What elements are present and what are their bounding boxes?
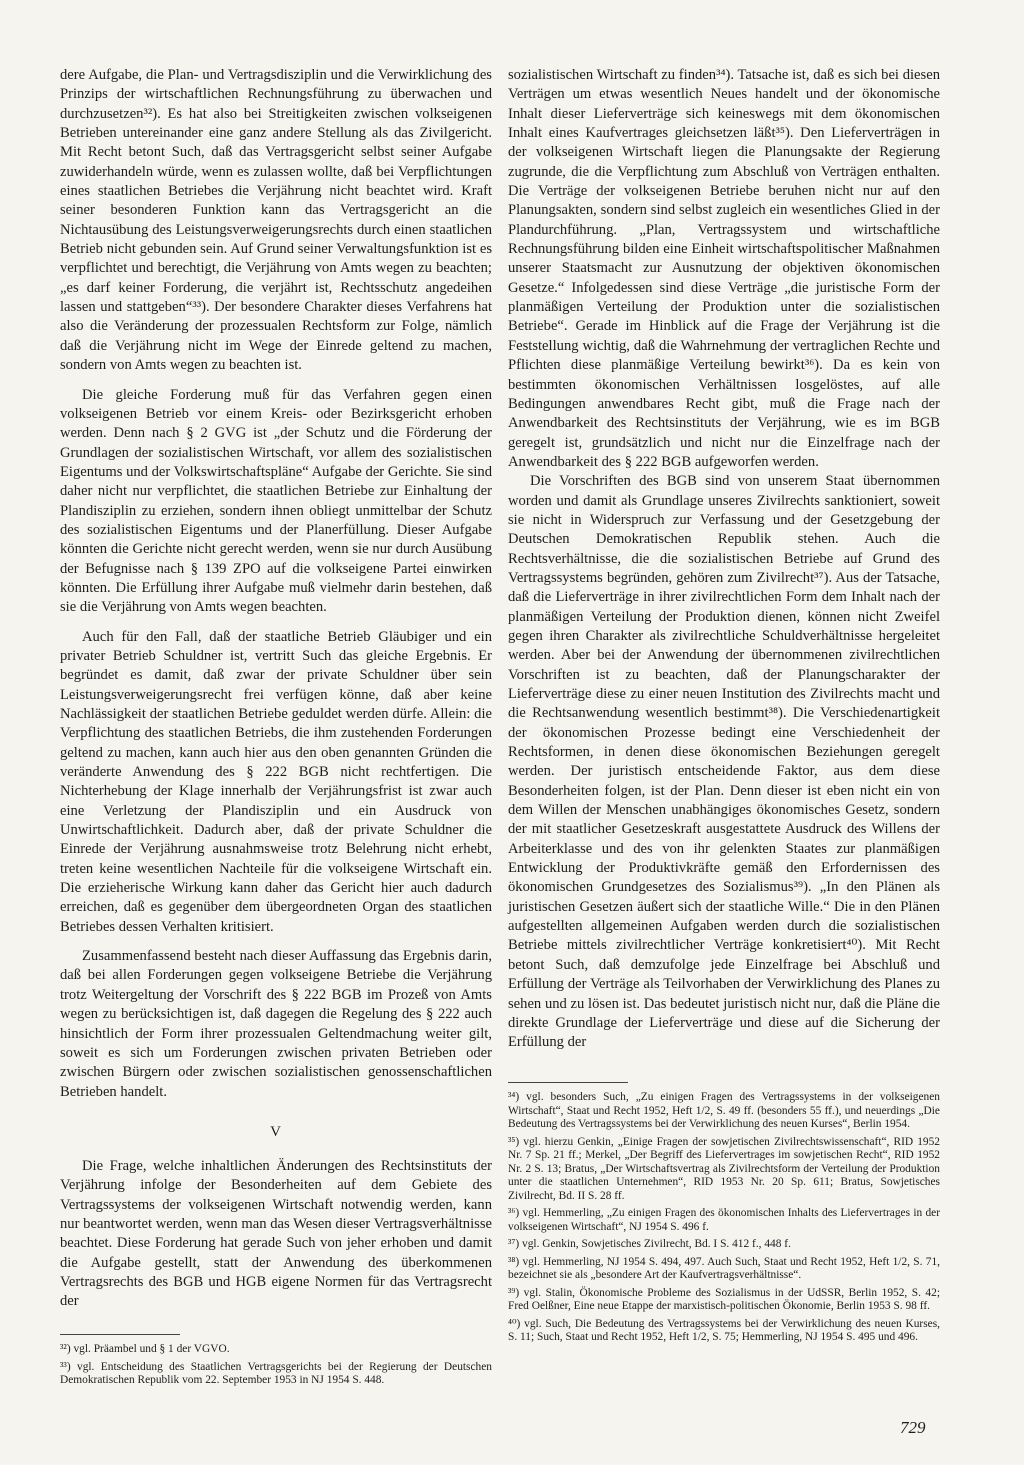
footnote: ³⁵) vgl. hierzu Genkin, „Einige Fragen der sowjetischen Zivilrechtswissenschaft“, RID 1952 Nr. 7 Sp. 21 ff.; Merkel, „Der Begriff des Liefervertrages im sowjetischen Recht“, RID 1952 Nr. 2 S. 13; Bratus, „Der Wirtschaftsvertrag als Zivilrechtsform der Verteilung der Produktion unter die staatlichen Unternehmen“, RID 1953 Nr. 20 Sp. 611; Bratus, Sowjetisches Zivilrecht, Bd. II S. 28 ff. <box>508 1135 940 1202</box>
body-paragraph: dere Aufgabe, die Plan- und Vertragsdisziplin und die Verwirklichung des Prinzips der wirtschaftlichen Rechnungsführung zu überwachen und durchzusetzen³²). Es hat also bei Streitigkeiten zwischen volkseigenen Betrieben untereinander eine ganz andere Stellung als das Zivilgericht. Mit Recht betont Such, daß das Vertragsgericht selbst seiner Aufgabe zuwiderhandeln würde, wenn es zulassen wollte, daß bei Verpflichtungen eines staatlichen Betriebes die Verjährung nicht beachtet wird. Kraft seiner besonderen Funktion kann das Vertragsgericht an die Nichtausübung des Leistungsverweigerungsrechts durch einen staatlichen Betrieb nicht gebunden sein. Auf Grund seiner Verwaltungsfunktion ist es verpflichtet und berechtigt, die Verjährung von Amts wegen zu beachten; „es darf keiner Forderung, die verjährt ist, Rechtsschutz angedeihen lassen und stattgeben“³³). Der besondere Charakter dieses Verfahrens hat also die Veränderung der prozessualen Rechtsform zur Folge, nämlich daß die Verjährung nicht im Wege der Einrede geltend zu machen, sondern von Amts wegen zu beachten ist. <box>60 67 492 374</box>
body-paragraph: Die gleiche Forderung muß für das Verfahren gegen einen volkseigenen Betrieb vor einem Kreis- oder Bezirksgericht erhoben werden. Denn nach § 2 GVG ist „der Schutz und die Förderung der Grundlagen der sozialistischen Wirtschaft, vor allem des sozialistischen Eigentums und der Volkswirtschaftspläne“ Aufgabe der Gerichte. Sie sind daher nicht nur verpflichtet, die staatlichen Betriebe zur Einhaltung der Plandisziplin zu erziehen, sondern ihnen obliegt unmittelbar der Schutz des sozialistischen Eigentums und der Planerfüllung. Dieser Aufgabe könnten die Gerichte nicht gerecht werden, wenn sie nur durch Ausübung der Befugnisse nach § 139 ZPO auf die volkseigene Partei einwirken könnten. Die Erfüllung ihrer Aufgabe muß vielmehr darin bestehen, daß sie die Verjährung von Amts wegen beachten. <box>60 386 492 616</box>
left-column <box>60 66 492 1312</box>
body-paragraph: Zusammenfassend besteht nach dieser Auffassung das Ergebnis darin, daß bei allen Forderungen gegen volkseigene Betriebe die Verjährung trotz Weitergeltung der Vorschrift des § 222 BGB im Prozeß von Amts wegen zu berücksichtigen ist, daß dagegen die Regelung des § 222 auch hinsichtlich der Form ihrer prozessualen Geltendmachung weiter gilt, soweit es sich um Forderungen zwischen privaten Betrieben oder zwischen Bürgern oder zwischen sozialistischen genossenschaftlichen Betrieben handelt. <box>60 948 492 1100</box>
section-heading: V <box>270 1123 282 1140</box>
footnote: ³⁸) vgl. Hemmerling, NJ 1954 S. 494, 497. Auch Such, Staat und Recht 1952, Heft 1/2, S. 71, bezeichnet sie als „besondere Art der Kaufvertragsverhältnisse“. <box>508 1255 940 1281</box>
body-paragraph: Die Frage, welche inhaltlichen Änderungen des Rechtsinstituts der Verjährung infolge der Besonderheiten auf dem Gebiete des Vertragssystems der volkseigenen Wirtschaft notwendig werden, kann nur beantwortet werden, wenn man das Wesen dieser Vertragsverhältnisse beachtet. Diese Forderung hat gerade Such von jeher erhoben und damit die Aufgabe gestellt, statt der Anwendung des überkommenen Vertragsrechts des BGB und HGB eigene Normen für das Vertragsrecht der <box>60 1157 492 1310</box>
footnote-divider <box>60 1334 180 1335</box>
page-number: 729 <box>900 1418 926 1437</box>
right-column <box>508 66 940 1053</box>
footnotes-right <box>508 1076 940 1349</box>
footnote-divider <box>508 1082 628 1083</box>
footnote: ³²) vgl. Präambel und § 1 der VGVO. <box>60 1343 230 1355</box>
footnote: ³³) vgl. Entscheidung des Staatlichen Vertragsgerichts bei der Regierung der Deutschen Demokratischen Republik vom 22. September 1953 in NJ 1954 S. 448. <box>60 1360 492 1386</box>
footnotes-left <box>60 1328 492 1392</box>
footnote: ³⁶) vgl. Hemmerling, „Zu einigen Fragen des ökonomischen Inhalts des Liefervertrages in der volkseigenen Wirtschaft“, NJ 1954 S. 496 f. <box>508 1207 940 1233</box>
body-paragraph: Auch für den Fall, daß der staatliche Betrieb Gläubiger und ein privater Betrieb Schuldner ist, vertritt Such das gleiche Ergebnis. Er begründet es damit, daß zwar der private Schuldner über sein Leistungsverweigerungsrecht frei verfügen könne, daß aber keine Nachlässigkeit der staatlichen Betriebe geduldet werden dürfe. Allein: die Verpflichtung des staatlichen Betriebs, die ihm zustehenden Forderungen geltend zu machen, kann auch hier aus den oben genannten Gründen die veränderte Anwendung des § 222 BGB nicht rechtfertigen. Die Nichterhebung der Klage innerhalb der Verjährungsfrist ist zwar auch eine Verletzung der Plandisziplin und ein Ausdruck von Unwirtschaftlichkeit. Dadurch aber, daß der private Schuldner die Einrede der Verjährung ausnahmsweise trotz Belehrung nicht erhebt, treten keine wesentlichen Nachteile für die volkseigene Wirtschaft ein. Die erzieherische Wirkung kann daher das Gericht hier auch dadurch erreichen, daß es gegenüber dem übergeordneten Organ des staatlichen Betriebes dessen Verhalten kritisiert. <box>60 628 492 935</box>
body-paragraph: sozialistischen Wirtschaft zu finden³⁴). Tatsache ist, daß es sich bei diesen Verträgen um etwas wesentlich Neues handelt und der ökonomische Inhalt dieser Lieferverträge sich keineswegs mit dem ökonomischen Inhalt eines Kaufvertrages gleichsetzen läßt³⁵). Den Lieferverträgen in der volkseigenen Wirtschaft liegen die Planungsakte der Regierung zugrunde, die die Verpflichtung zum Abschluß von Verträgen enthalten. Die Verträge der volkseigenen Betriebe beruhen nicht nur auf den Planungsakten, sondern sind selbst zugleich ein wesentliches Glied in der Plandurchführung. „Plan, Vertragssystem und wirtschaftliche Rechnungsführung bilden eine Einheit wirtschaftspolitischer Maßnahmen unserer Staatsmacht zur Ausnutzung der objektiven ökonomischen Gesetze.“ Infolgedessen sind diese Verträge „die juristische Form der planmäßigen Verteilung der Produktion unter die sozialistischen Betriebe“. Gerade im Hinblick auf die Frage der Verjährung ist die Feststellung wichtig, daß die Wahrnehmung der vertraglichen Rechte und Pflichten diese planmäßige Verteilung bewirkt³⁶). Da es kein von bestimmten ökonomischen Verhältnissen losgelöstes, auf alle Bedingungen anwendbares Recht gibt, muß die Frage nach der Anwendbarkeit des Rechtsinstituts der Verjährung, wie es im BGB geregelt ist, grundsätzlich und nicht nur die Einzelfrage nach der Anwendbarkeit des § 222 BGB aufgeworfen werden. <box>508 67 940 470</box>
footnote: ³⁹) vgl. Stalin, Ökonomische Probleme des Sozialismus in der UdSSR, Berlin 1952, S. 42; Fred Oelßner, Eine neue Etappe der marxistisch-politischen Ökonomie, Berlin 1953 S. 98 ff. <box>508 1286 940 1312</box>
footnote: ⁴⁰) vgl. Such, Die Bedeutung des Vertragssystems bei der Verwirklichung des neuen Kurses, S. 11; Such, Staat und Recht 1952, Heft 1/2, S. 75; Hemmerling, NJ 1954 S. 495 und 496. <box>508 1317 940 1343</box>
footnote: ³⁷) vgl. Genkin, Sowjetisches Zivilrecht, Bd. I S. 412 f., 448 f. <box>508 1238 791 1250</box>
body-paragraph: Die Vorschriften des BGB sind von unserem Staat übernommen worden und damit als Grundlage unseres Zivilrechts sanktioniert, soweit sie nicht in Widerspruch zur Verfassung und der Gesetzgebung der Deutschen Demokratischen Republik stehen. Auch die Rechtsverhältnisse, die die sozialistischen Betriebe auf Grund des Vertragssystems begründen, gehören zum Zivilrecht³⁷). Aus der Tatsache, daß die Lieferverträge in ihrer zivilrechtlichen Form dem Inhalt nach der planmäßigen Verteilung der Produktion dienen, können nicht Zweifel gegen ihren Charakter als zivilrechtliche Schuldverhältnisse hergeleitet werden. Aber bei der Anwendung der übernommenen zivilrechtlichen Vorschriften ist zu beachten, daß der Planungscharakter der Lieferverträge diese zu einer neuen Institution des Zivilrechts macht und die Rechtsanwendung wesentlich bestimmt³⁸). Die Verschiedenartigkeit der ökonomischen Prozesse bedingt eine Verschiedenheit der Rechtsformen, in denen diese ökonomischen Beziehungen geregelt werden. Der juristisch entscheidende Faktor, aus dem diese Besonderheiten folgen, ist der Plan. Denn dieser ist eben nicht ein von dem Willen der Menschen unabhängiges ökonomisches Gesetz, sondern der mit staatlicher Gesetzeskraft ausgestattete Ausdruck des Willens der Arbeiterklasse und des von ihr gelenkten Staates zur planmäßigen Entwicklung der Produktivkräfte gemäß den Erfordernissen des ökonomischen Grundgesetzes des Sozialismus³⁹). „In den Plänen als juristischen Gesetzen äußert sich der staatliche Wille.“ Die in den Plänen aufgestellten allgemeinen Aufgaben werden durch die sozialistischen Betriebe mittels zivilrechtlicher Verträge konkretisiert⁴⁰). Mit Recht betont Such, daß demzufolge jede Einzelfrage bei Abschluß und Erfüllung der Verträge als Teilvorhaben der Verwirklichung des Planes zu sehen und zu lösen ist. Das bedeutet juristisch nicht nur, daß die Pläne die direkte Grundlage der Lieferverträge und diese auf die Sicherung der Erfüllung der <box>508 473 940 1051</box>
footnote: ³⁴) vgl. besonders Such, „Zu einigen Fragen des Vertragssystems in der volkseigenen Wirtschaft“, Staat und Recht 1952, Heft 1/2, S. 49 ff. (besonders 55 ff.), und neuerdings „Die Bedeutung des Vertragssystems bei der Verwirklichung des neuen Kurses“, Berlin 1954. <box>508 1091 940 1130</box>
